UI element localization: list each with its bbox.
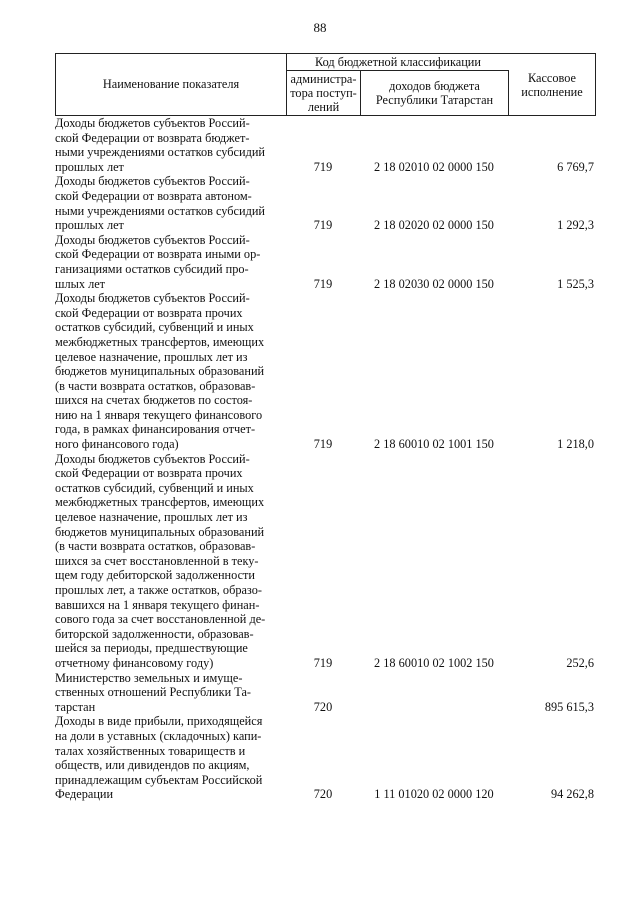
indicator-name-line: шейся за периоды, предшествующие <box>55 641 248 656</box>
indicator-name-line: остатков субсидий, субвенций и иных <box>55 480 254 495</box>
table-row <box>55 671 596 715</box>
indicator-name-line: тарстан <box>55 699 96 714</box>
indicator-name <box>55 671 281 715</box>
cash-execution: 895 615,3 <box>544 699 594 714</box>
indicator-name-line: обществ, или дивидендов по акциям, <box>55 758 250 773</box>
indicator-name <box>55 174 281 232</box>
header-execution <box>509 54 595 115</box>
admin-code: 720 <box>313 787 333 802</box>
header-income-line: Республики Татарстан <box>375 93 494 107</box>
income-code: 2 18 60010 02 1002 150 <box>374 655 494 670</box>
income-code: 2 18 02010 02 0000 150 <box>374 159 494 174</box>
table-row <box>55 714 596 802</box>
indicator-name-line: ской Федерации от возврата бюджет- <box>55 130 250 145</box>
admin-code: 719 <box>313 159 333 174</box>
admin-code: 719 <box>313 655 333 670</box>
table-row <box>55 116 596 174</box>
table-row <box>55 233 596 291</box>
header-admin <box>287 71 361 115</box>
indicator-name <box>55 233 281 291</box>
header-execution-line: исполнение <box>521 84 583 99</box>
indicator-name-line: ской Федерации от возврата автоном- <box>55 188 252 203</box>
header-name: Наименование показателя <box>56 54 287 115</box>
header-admin-line: лений <box>307 100 340 114</box>
header-admin-line: тора поступ- <box>290 86 357 100</box>
indicator-name-line: талах хозяйственных товариществ и <box>55 743 246 758</box>
indicator-name-line: Доходы бюджетов субъектов Россий- <box>55 116 250 130</box>
indicator-name-line: биторской задолженности, образовав- <box>55 626 254 641</box>
cash-execution: 252,6 <box>566 655 594 670</box>
header-execution-line: Кассовое <box>527 70 577 85</box>
indicator-name-line: остатков субсидий, субвенций и иных <box>55 320 254 335</box>
indicator-name <box>55 452 281 671</box>
cash-execution: 1 525,3 <box>557 276 594 291</box>
indicator-name-line: ской Федерации от возврата прочих <box>55 466 243 481</box>
indicator-name-line: прошлых лет <box>55 159 124 174</box>
indicator-name-line: Министерство земельных и имуще- <box>55 670 243 685</box>
cash-execution: 1 292,3 <box>557 218 594 233</box>
table-row <box>55 291 596 452</box>
indicator-name-line: прошлых лет, а также остатков, образо- <box>55 583 262 597</box>
indicator-name-line: щем году дебиторской задолженности <box>55 568 255 583</box>
admin-code: 719 <box>313 276 333 291</box>
indicator-name-line: Доходы бюджетов субъектов Россий- <box>55 451 250 466</box>
indicator-name-line: межбюджетных трансфертов, имеющих <box>55 334 265 349</box>
income-code: 2 18 02020 02 0000 150 <box>374 218 494 233</box>
indicator-name <box>55 291 281 452</box>
table-row <box>55 174 596 232</box>
indicator-name-line: Доходы бюджетов субъектов Россий- <box>55 174 250 189</box>
cash-execution: 1 218,0 <box>557 437 594 452</box>
indicator-name-line: (в части возврата остатков, образовав- <box>55 378 256 393</box>
admin-code: 719 <box>313 437 333 452</box>
indicator-name-line: ными учреждениями остатков субсидий <box>55 203 266 218</box>
indicator-name-line: целевое назначение, прошлых лет из <box>55 510 248 525</box>
header-income-line: доходов бюджета <box>389 79 480 93</box>
indicator-name-line: Доходы в виде прибыли, приходящейся <box>55 714 263 729</box>
indicator-name-line: принадлежащим субъектам Российской <box>55 772 263 787</box>
indicator-name-line: на доли в уставных (складочных) капи- <box>55 728 262 743</box>
indicator-name-line: ганизациями остатков субсидий про- <box>55 261 249 276</box>
indicator-name-line: ными учреждениями остатков субсидий <box>55 145 266 160</box>
indicator-name-line: отчетному финансовому году) <box>55 655 214 670</box>
indicator-name-line: ской Федерации от возврата прочих <box>55 305 243 320</box>
admin-code: 720 <box>313 699 333 714</box>
indicator-name-line: сового года за счет восстановленной де- <box>55 612 266 627</box>
page-number: 88 <box>313 20 327 35</box>
income-code: 2 18 02030 02 0000 150 <box>374 276 494 291</box>
indicator-name-line: шлых лет <box>55 276 106 291</box>
cash-execution: 94 262,8 <box>550 787 594 802</box>
header-admin-line: администра- <box>290 72 357 86</box>
cash-execution: 6 769,7 <box>557 159 594 174</box>
indicator-name-line: вавшихся на 1 января текущего финан- <box>55 597 260 612</box>
header-income <box>361 71 509 115</box>
indicator-name <box>55 714 281 802</box>
table-body <box>55 116 596 802</box>
indicator-name <box>55 116 281 174</box>
indicator-name-line: бюджетов муниципальных образований <box>55 364 265 379</box>
admin-code: 719 <box>313 218 333 233</box>
indicator-name-line: межбюджетных трансфертов, имеющих <box>55 495 265 510</box>
indicator-name-line: Доходы бюджетов субъектов Россий- <box>55 232 250 247</box>
budget-table <box>55 53 596 802</box>
indicator-name-line: Доходы бюджетов субъектов Россий- <box>55 291 250 306</box>
indicator-name-line: прошлых лет <box>55 218 124 233</box>
indicator-name-line: ской Федерации от возврата иными ор- <box>55 247 261 262</box>
indicator-name-line: целевое назначение, прошлых лет из <box>55 349 248 364</box>
indicator-name-line: ного финансового года) <box>55 437 179 452</box>
table-row <box>55 452 596 671</box>
indicator-name-line: Федерации <box>55 787 114 802</box>
indicator-name-line: ственных отношений Республики Та- <box>55 685 252 700</box>
indicator-name-line: нию на 1 января текущего финансового <box>55 407 263 422</box>
indicator-name-line: шихся на счетах бюджетов по состоя- <box>55 393 253 408</box>
income-code: 2 18 60010 02 1001 150 <box>374 437 494 452</box>
indicator-name-line: шихся за счет восстановленной в теку- <box>55 553 259 568</box>
indicator-name-line: бюджетов муниципальных образований <box>55 524 265 539</box>
header-code-group: Код бюджетной классификации <box>287 54 509 71</box>
indicator-name-line: (в части возврата остатков, образовав- <box>55 539 256 554</box>
indicator-name-line: года, в рамках финансирования отчет- <box>55 422 256 437</box>
table-header <box>55 53 596 116</box>
income-code: 1 11 01020 02 0000 120 <box>374 787 494 802</box>
